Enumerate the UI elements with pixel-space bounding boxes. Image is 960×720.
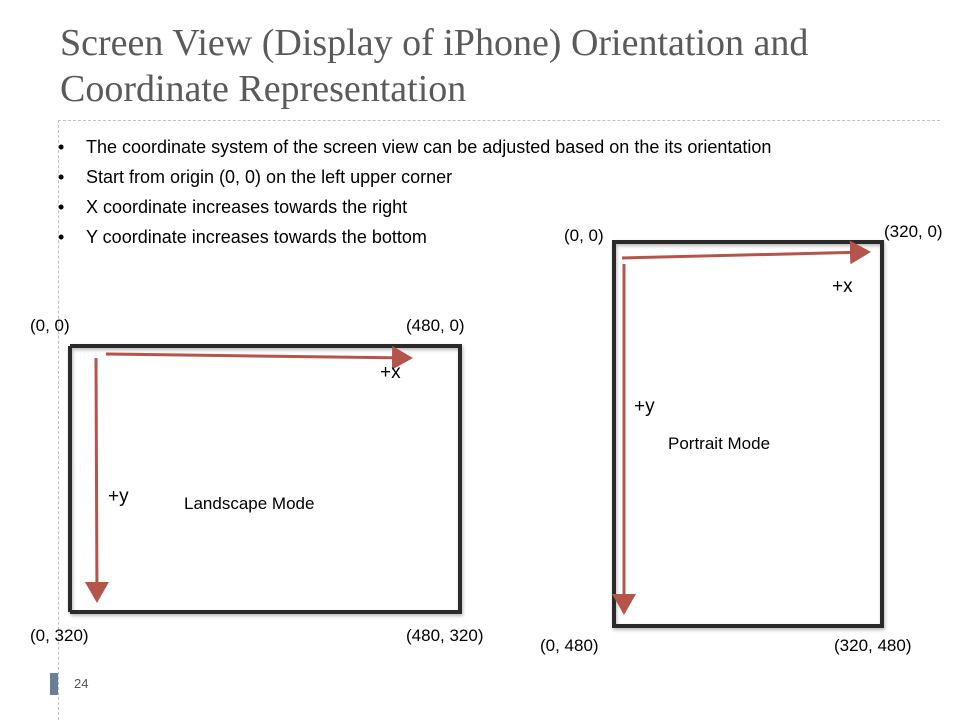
portrait-x-arrow: [622, 252, 868, 258]
page-number: 24: [74, 676, 89, 691]
bullet-item: • X coordinate increases towards the right: [58, 196, 858, 218]
landscape-top-left-coordinate: (0, 0): [30, 316, 70, 335]
landscape-bottom-right-coordinate: (480, 320): [406, 626, 484, 645]
portrait-bottom-left-coordinate: (0, 480): [540, 636, 599, 655]
landscape-y-arrow: [96, 358, 97, 600]
portrait-mode-label: Portrait Mode: [668, 434, 771, 453]
portrait-bottom-right-coordinate: (320, 480): [834, 636, 912, 655]
landscape-y-axis-label: +y: [108, 486, 129, 507]
portrait-top-left-coordinate: (0, 0): [564, 226, 604, 245]
portrait-top-right-coordinate: (320, 0): [884, 222, 943, 241]
bullet-item: • The coordinate system of the screen view can be adjusted based on the its orientation: [58, 136, 858, 158]
portrait-x-axis-label: +x: [832, 276, 853, 297]
slide-title: Screen View (Display of iPhone) Orientation and Coordinate Representation: [60, 22, 809, 110]
landscape-screen-frame: [70, 346, 462, 612]
landscape-top-right-coordinate: (480, 0): [406, 316, 465, 335]
landscape-bottom-left-coordinate: (0, 320): [30, 626, 89, 645]
landscape-x-axis-label: +x: [380, 362, 401, 383]
landscape-mode-label: Landscape Mode: [184, 494, 315, 513]
bullet-item: • Y coordinate increases towards the bottom: [58, 226, 858, 248]
bullet-item: • Start from origin (0, 0) on the left upper corner: [58, 166, 858, 188]
footer-accent-bar: [50, 673, 58, 695]
portrait-y-axis-label: +y: [634, 396, 655, 417]
landscape-x-arrow: [106, 354, 410, 358]
